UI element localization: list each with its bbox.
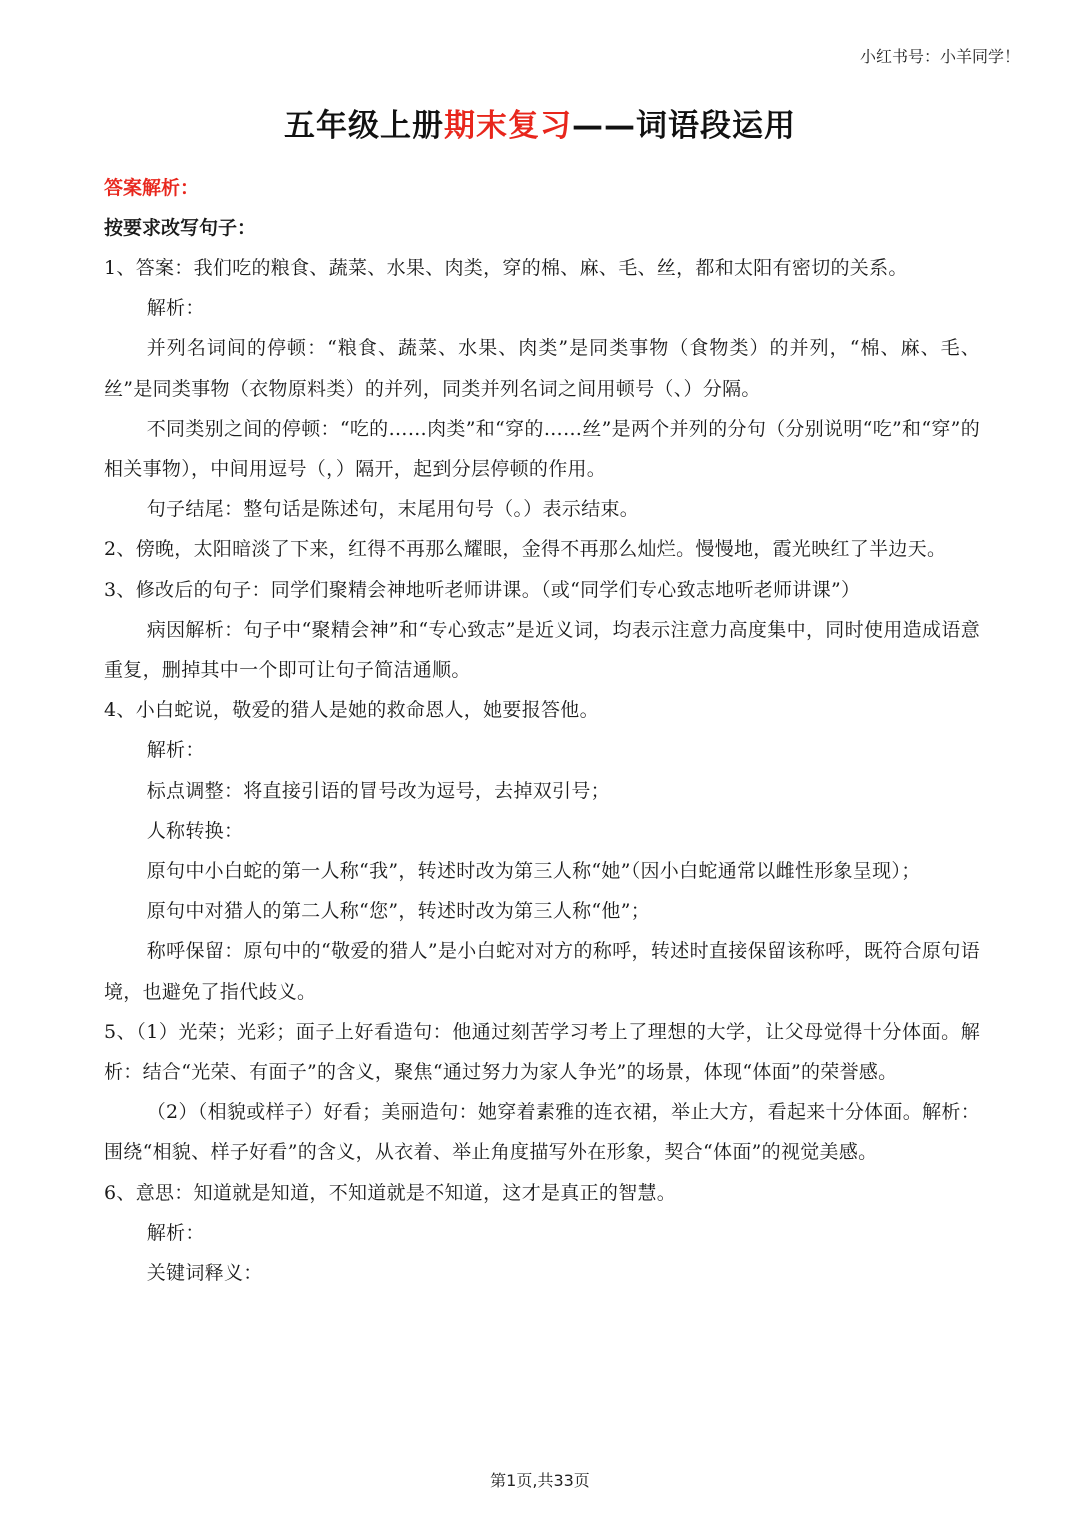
paragraph-q6-analysis-label: 解析： <box>146 1221 205 1244</box>
paragraph-q6-answer: 6、意思：知道就是知道，不知道就是不知道，这才是真正的智慧。 <box>104 1181 677 1204</box>
paragraph-q4-analysis-label: 解析： <box>146 739 205 762</box>
paragraph-q3-answer: 3、修改后的句子：同学们聚精会神地听老师讲课。（或“同学们专心致志地听老师讲课”） <box>104 578 861 601</box>
section-heading-answer: 答案解析： <box>104 177 200 199</box>
paragraph-q1-analysis-3: 句子结尾：整句话是陈述句，末尾用句号（。）表示结束。 <box>146 498 640 521</box>
title-part2: ——词语段运用 <box>572 108 796 144</box>
paragraph-q4-analysis-1: 标点调整：将直接引语的冒号改为逗号，去掉双引号； <box>146 779 610 802</box>
title-part1: 五年级上册 <box>284 108 444 144</box>
paragraph-q1-answer: 1、答案：我们吃的粮食、蔬菜、水果、肉类，穿的棉、麻、毛、丝，都和太阳有密切的关系。 <box>104 257 908 279</box>
paragraph-q4-analysis-3: 原句中小白蛇的第一人称“我”，转述时改为第三人称“她”（因小白蛇通常以雌性形象呈现）； <box>146 860 921 883</box>
paragraph-q4-answer: 4、小白蛇说，敬爱的猎人是她的救命恩人，她要报答他。 <box>104 699 599 722</box>
paragraph-q6-keywords-label: 关键词释义： <box>146 1262 263 1285</box>
paragraph-q1-analysis-label: 解析： <box>146 297 205 320</box>
paragraph-q2-answer: 2、傍晚，太阳暗淡了下来，红得不再那么耀眼，金得不再那么灿烂。慢慢地，霞光映红了半边天。 <box>104 538 947 561</box>
paragraph-q1-analysis-1: 并列名词间的停顿：“粮食、蔬菜、水果、肉类”是同类事物（食物类）的并列，“棉、麻、毛、丝”是同类事物（衣物原料类）的并列，同类并列名词之间用顿号（、）分隔。 <box>104 337 980 400</box>
paragraph-q4-analysis-2: 人称转换： <box>146 819 244 842</box>
page-title <box>0 100 1080 145</box>
header-note: 小红书号：小羊同学！ <box>859 47 1020 66</box>
document-body <box>104 168 980 1293</box>
paragraph-q4-analysis-4: 原句中对猎人的第二人称“您”，转述时改为第三人称“他”； <box>146 900 651 923</box>
paragraph-q4-analysis-5: 称呼保留：原句中的“敬爱的猎人”是小白蛇对对方的称呼，转述时直接保留该称呼，既符合原句语境，也避免了指代歧义。 <box>104 940 980 1003</box>
page-number: 第1页,共33页 <box>490 1471 590 1490</box>
paragraph-q5-part1: 5、（1）光荣；光彩；面子上好看造句：他通过刻苦学习考上了理想的大学，让父母觉得十分体面。解析：结合“光荣、有面子”的含义，聚焦“通过努力为家人争光”的场景，体现“体面”的荣誉感。 <box>104 1020 980 1084</box>
title-highlight: 期末复习 <box>444 108 572 144</box>
paragraph-q1-analysis-2: 不同类别之间的停顿：“吃的……肉类”和“穿的……丝”是两个并列的分句（分别说明“吃”和“穿”的相关事物），中间用逗号（，）隔开，起到分层停顿的作用。 <box>104 417 980 481</box>
paragraph-q3-analysis: 病因解析：句子中“聚精会神”和“专心致志”是近义词，均表示注意力高度集中，同时使用造成语意重复，删掉其中一个即可让句子简洁通顺。 <box>104 618 980 682</box>
paragraph-q5-part2: （2）（相貌或样子）好看；美丽造句：她穿着素雅的连衣裙，举止大方，看起来十分体面。解析：围绕“相貌、样子好看”的含义，从衣着、举止角度描写外在形象，契合“体面”的视觉美感。 <box>104 1101 980 1164</box>
section-heading-rewrite: 按要求改写句子： <box>104 217 257 239</box>
